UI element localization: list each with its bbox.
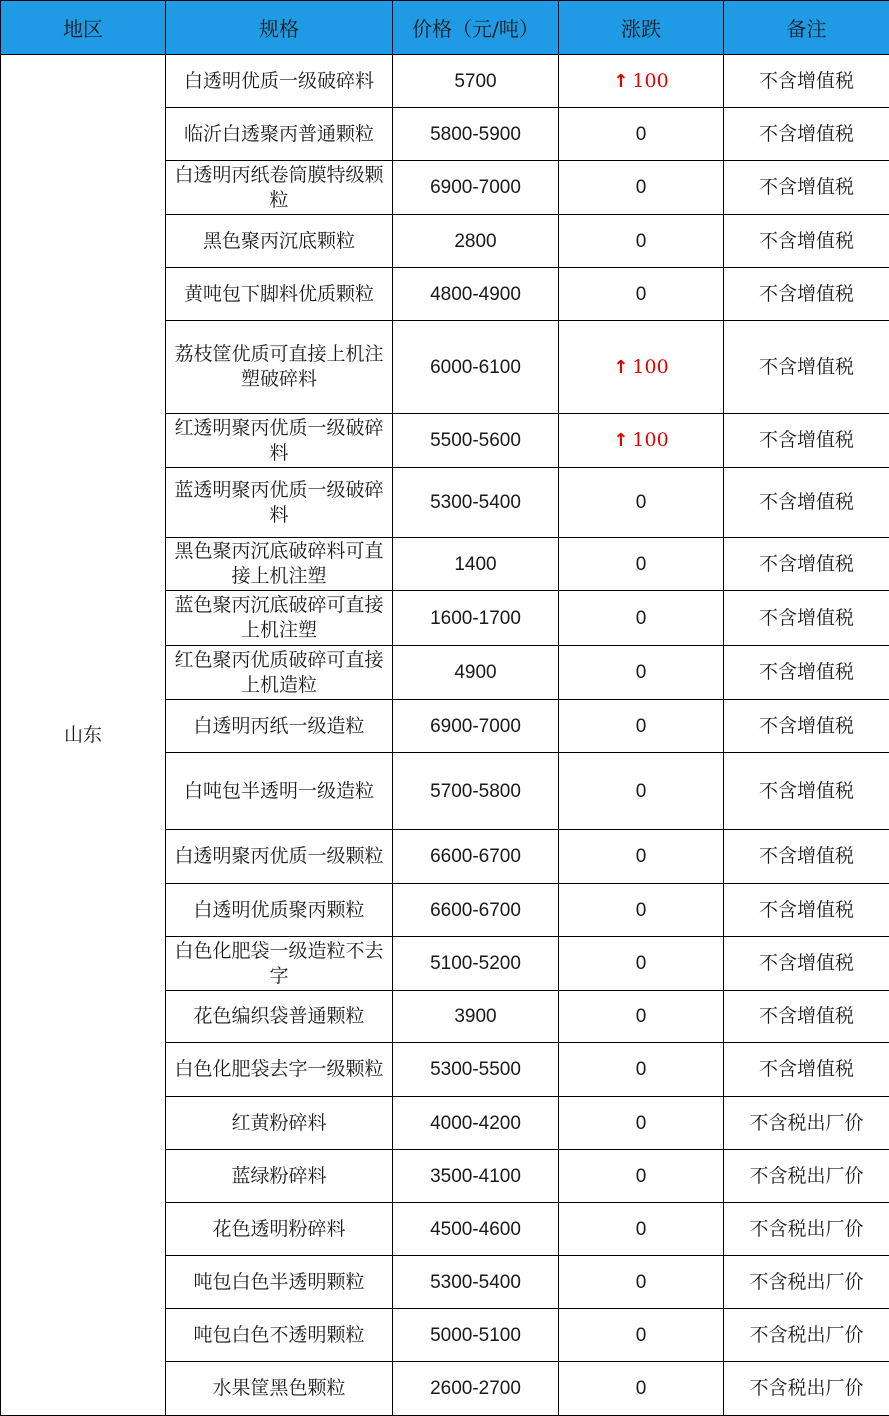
table-header — [1, 1, 889, 55]
price-cell: 1400 — [393, 538, 559, 591]
change-value: 0 — [636, 1272, 647, 1293]
change-cell — [559, 321, 724, 414]
arrow-up-icon: ↑ — [613, 357, 628, 378]
change-value: 100 — [632, 356, 668, 378]
change-up — [613, 70, 668, 92]
price-cell: 1600-1700 — [393, 591, 559, 646]
change-value: 0 — [636, 608, 647, 629]
note-cell: 不含增值税 — [724, 646, 889, 700]
price-cell: 4900 — [393, 646, 559, 700]
spec-cell: 吨包白色不透明颗粒 — [166, 1309, 393, 1362]
change-value: 0 — [636, 1219, 647, 1240]
note-cell: 不含增值税 — [724, 321, 889, 414]
change-cell — [559, 700, 724, 753]
change-cell — [559, 215, 724, 268]
price-cell: 5700 — [393, 55, 559, 108]
change-cell — [559, 538, 724, 591]
price-cell: 2800 — [393, 215, 559, 268]
price-cell: 5300-5500 — [393, 1043, 559, 1097]
change-cell — [559, 55, 724, 108]
note-cell: 不含增值税 — [724, 753, 889, 830]
spec-cell: 红透明聚丙优质一级破碎料 — [166, 414, 393, 468]
note-cell: 不含增值税 — [724, 830, 889, 884]
change-value: 0 — [636, 1113, 647, 1134]
header-change: 涨跌 — [559, 1, 724, 55]
spec-cell: 吨包白色半透明颗粒 — [166, 1256, 393, 1309]
note-cell: 不含增值税 — [724, 937, 889, 991]
spec-cell: 白透明丙纸一级造粒 — [166, 700, 393, 753]
change-value: 0 — [636, 284, 647, 305]
change-value: 100 — [632, 70, 668, 92]
table-row — [1, 55, 889, 108]
spec-cell: 临沂白透聚丙普通颗粒 — [166, 108, 393, 161]
spec-cell: 蓝色聚丙沉底破碎可直接上机注塑 — [166, 591, 393, 646]
note-cell: 不含增值税 — [724, 108, 889, 161]
change-value: 0 — [636, 554, 647, 575]
arrow-up-icon: ↑ — [613, 71, 628, 92]
change-up — [613, 356, 668, 378]
spec-cell: 蓝透明聚丙优质一级破碎料 — [166, 468, 393, 538]
header-spec: 规格 — [166, 1, 393, 55]
price-cell: 5300-5400 — [393, 1256, 559, 1309]
region-cell: 山东 — [1, 55, 166, 1416]
price-cell: 5100-5200 — [393, 937, 559, 991]
price-cell: 6900-7000 — [393, 700, 559, 753]
change-up — [613, 429, 668, 451]
price-cell: 6900-7000 — [393, 161, 559, 215]
spec-cell: 红色聚丙优质破碎可直接上机造粒 — [166, 646, 393, 700]
note-cell: 不含增值税 — [724, 161, 889, 215]
price-cell: 6000-6100 — [393, 321, 559, 414]
change-value: 0 — [636, 662, 647, 683]
change-cell — [559, 830, 724, 884]
change-value: 0 — [636, 1378, 647, 1399]
change-cell — [559, 1150, 724, 1203]
table-body — [1, 55, 889, 1416]
note-cell: 不含增值税 — [724, 414, 889, 468]
spec-cell: 红黄粉碎料 — [166, 1097, 393, 1150]
note-cell: 不含增值税 — [724, 991, 889, 1043]
note-cell: 不含增值税 — [724, 268, 889, 321]
change-value: 0 — [636, 716, 647, 737]
spec-cell: 白透明聚丙优质一级颗粒 — [166, 830, 393, 884]
header-row — [1, 1, 889, 55]
note-cell: 不含增值税 — [724, 591, 889, 646]
price-cell: 2600-2700 — [393, 1362, 559, 1416]
change-value: 0 — [636, 177, 647, 198]
spec-cell: 花色编织袋普通颗粒 — [166, 991, 393, 1043]
change-cell — [559, 1256, 724, 1309]
change-cell — [559, 1097, 724, 1150]
spec-cell: 白色化肥袋去字一级颗粒 — [166, 1043, 393, 1097]
note-cell: 不含税出厂价 — [724, 1150, 889, 1203]
change-cell — [559, 991, 724, 1043]
change-cell — [559, 1043, 724, 1097]
price-cell: 5800-5900 — [393, 108, 559, 161]
price-cell: 5500-5600 — [393, 414, 559, 468]
spec-cell: 白透明丙纸卷筒膜特级颗粒 — [166, 161, 393, 215]
header-note: 备注 — [724, 1, 889, 55]
change-cell — [559, 884, 724, 937]
price-cell: 6600-6700 — [393, 830, 559, 884]
price-cell: 5300-5400 — [393, 468, 559, 538]
change-value: 0 — [636, 953, 647, 974]
price-cell: 4800-4900 — [393, 268, 559, 321]
spec-cell: 黑色聚丙沉底颗粒 — [166, 215, 393, 268]
price-cell: 6600-6700 — [393, 884, 559, 937]
price-cell: 4000-4200 — [393, 1097, 559, 1150]
note-cell: 不含增值税 — [724, 538, 889, 591]
note-cell: 不含税出厂价 — [724, 1256, 889, 1309]
change-cell — [559, 1362, 724, 1416]
price-cell: 3500-4100 — [393, 1150, 559, 1203]
change-value: 0 — [636, 900, 647, 921]
change-cell — [559, 414, 724, 468]
note-cell: 不含增值税 — [724, 468, 889, 538]
spec-cell: 白透明优质一级破碎料 — [166, 55, 393, 108]
spec-cell: 白色化肥袋一级造粒不去字 — [166, 937, 393, 991]
change-cell — [559, 268, 724, 321]
spec-cell: 白吨包半透明一级造粒 — [166, 753, 393, 830]
change-value: 0 — [636, 846, 647, 867]
change-value: 0 — [636, 124, 647, 145]
change-value: 0 — [636, 1325, 647, 1346]
change-value: 0 — [636, 1059, 647, 1080]
spec-cell: 水果筐黑色颗粒 — [166, 1362, 393, 1416]
price-cell: 5700-5800 — [393, 753, 559, 830]
change-value: 0 — [636, 1166, 647, 1187]
spec-cell: 花色透明粉碎料 — [166, 1203, 393, 1256]
change-value: 100 — [632, 429, 668, 451]
change-cell — [559, 937, 724, 991]
change-value: 0 — [636, 231, 647, 252]
arrow-up-icon: ↑ — [613, 430, 628, 451]
note-cell: 不含增值税 — [724, 215, 889, 268]
header-region: 地区 — [1, 1, 166, 55]
note-cell: 不含税出厂价 — [724, 1203, 889, 1256]
spec-cell: 黑色聚丙沉底破碎料可直接上机注塑 — [166, 538, 393, 591]
header-price: 价格（元/吨） — [393, 1, 559, 55]
change-cell — [559, 108, 724, 161]
change-cell — [559, 1309, 724, 1362]
change-value: 0 — [636, 781, 647, 802]
change-cell — [559, 646, 724, 700]
price-cell: 5000-5100 — [393, 1309, 559, 1362]
spec-cell: 蓝绿粉碎料 — [166, 1150, 393, 1203]
change-value: 0 — [636, 492, 647, 513]
price-cell: 3900 — [393, 991, 559, 1043]
spec-cell: 白透明优质聚丙颗粒 — [166, 884, 393, 937]
spec-cell: 黄吨包下脚料优质颗粒 — [166, 268, 393, 321]
note-cell: 不含税出厂价 — [724, 1097, 889, 1150]
note-cell: 不含增值税 — [724, 55, 889, 108]
note-cell: 不含增值税 — [724, 700, 889, 753]
note-cell: 不含税出厂价 — [724, 1309, 889, 1362]
note-cell: 不含税出厂价 — [724, 1362, 889, 1416]
note-cell: 不含增值税 — [724, 1043, 889, 1097]
change-cell — [559, 753, 724, 830]
change-cell — [559, 161, 724, 215]
change-cell — [559, 468, 724, 538]
price-cell: 4500-4600 — [393, 1203, 559, 1256]
change-cell — [559, 591, 724, 646]
change-value: 0 — [636, 1006, 647, 1027]
spec-cell: 荔枝筐优质可直接上机注塑破碎料 — [166, 321, 393, 414]
note-cell: 不含增值税 — [724, 884, 889, 937]
change-cell — [559, 1203, 724, 1256]
